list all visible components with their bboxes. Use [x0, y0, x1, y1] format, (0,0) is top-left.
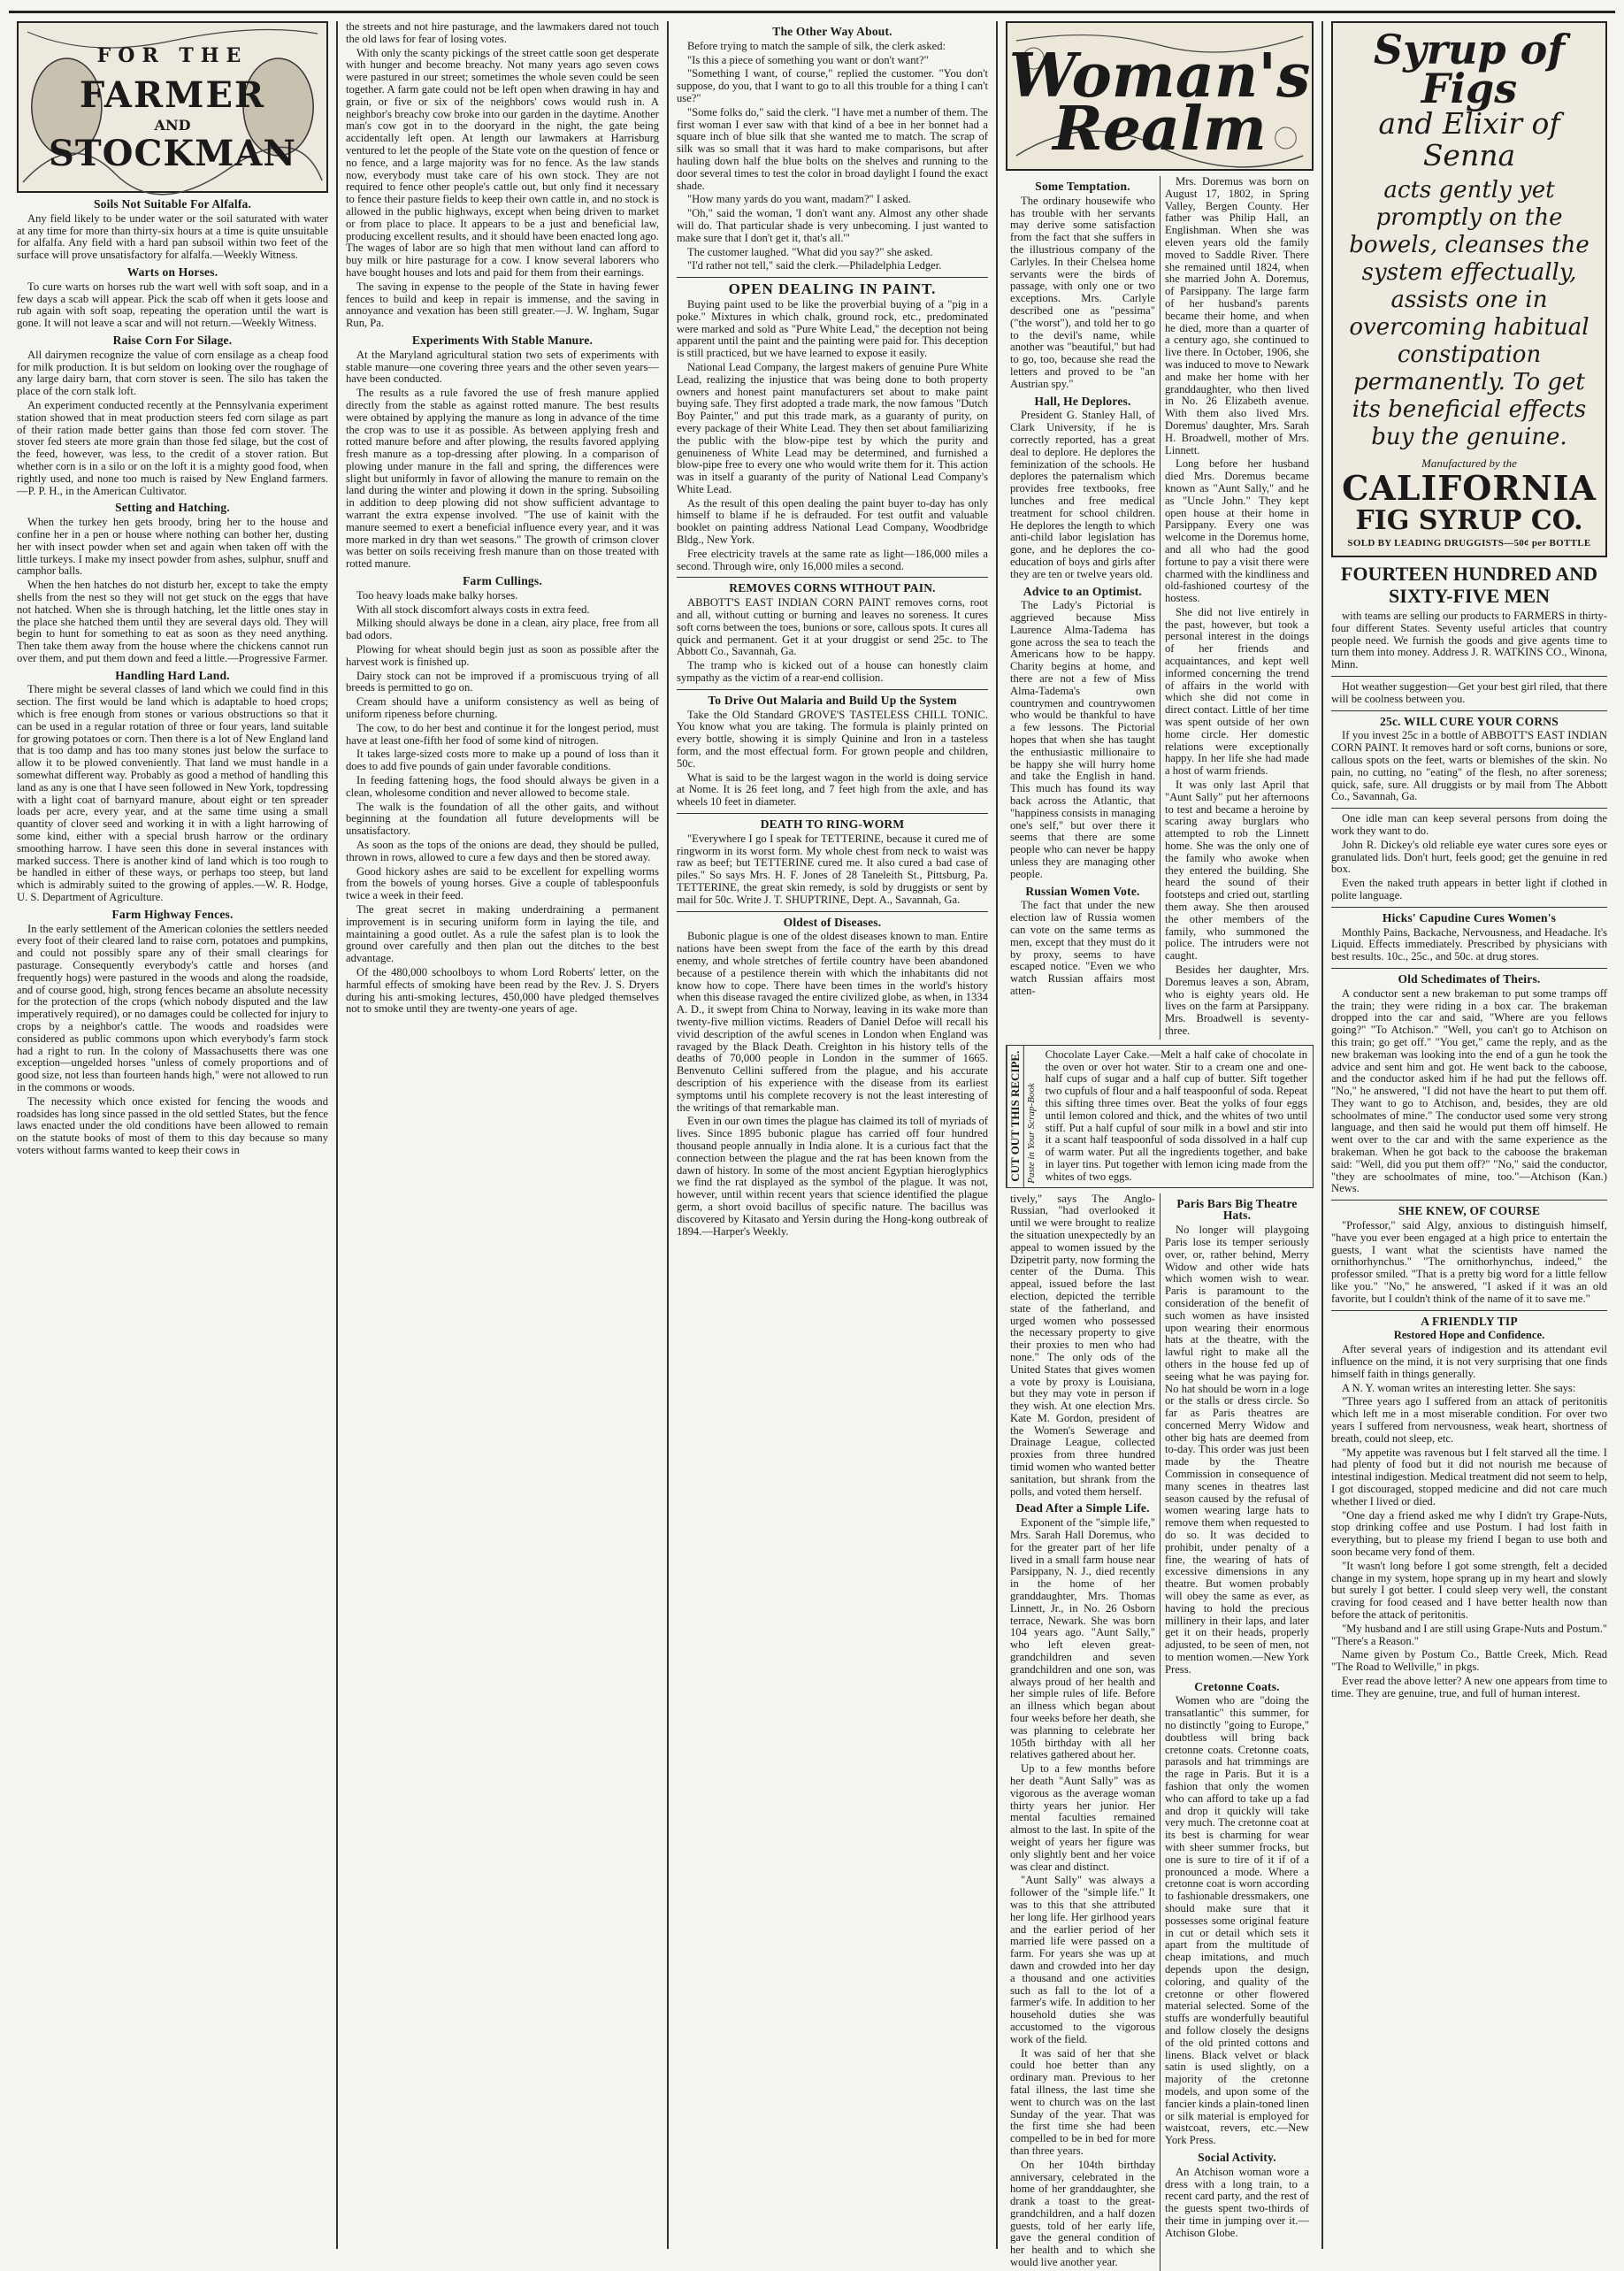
list-item: Plowing for wheat should begin just as soon as possible after the harvest work is finished up.: [346, 643, 659, 668]
ad-title: DEATH TO RING-WORM: [760, 817, 905, 832]
list-item: Of the 480,000 schoolboys to whom Lord Roberts' letter, on the harmful effects of smoking have been read by the Rev. J. S. Dryers during his anti-smoking lectures, 450,000 have pledged themselves not to smoke until they are twenty-one years of age.: [346, 965, 659, 1016]
divider: [1331, 907, 1607, 908]
recipe-label: CUT OUT THIS RECIPE.: [1007, 1046, 1023, 1187]
article-paragraph: The results as a rule favored the use of fresh manure applied directly from the stable as against rotted manure. The best results were obtained by applying the manure as long in advance of the time the crop was to use it as possible. As between applying fresh and rotted manure before and after plowing, the results favored applying fresh manure as a top-dressing after plowing. In a comparison of plowing under manure in the fall and spring, the differences were slight but uniformly in favor of allowing the manure to remain on the land during the winter and plowing it down in the spring. Subsoiling in addition to deep plowing did not show sufficient advantage to warrant the extra expense involved. "The use of kainit with the manure seemed to exert a beneficial influence every year, and it was more marked in dry than wet seasons." The growth of crimson clover was better on soils receiving fresh manure than on those treated with rotted manure.: [346, 387, 659, 571]
article-paragraph: The fact that under the new election law of Russia women can vote on the same terms as men, except that they must do it by proxy, seems to have escaped notice. "Even we who watch Russian affairs most atten-: [1010, 899, 1155, 997]
divider: [1331, 808, 1607, 809]
article-paragraph: No longer will playgoing Paris lose its temper seriously over, or, rather behind, Merry Widow and other wide hats which women wish to wear. Paris is paramount to the consideration of the benefit of such women as have insisted upon wearing their enormous hats at the theatre, with the lawful right to make all the others in the house fed up of seeing what he was paying for. No hat should be worn in a loge or the stalls or dress circle. So far as Paris theatres are concerned Merry Widow and other big hats are deemed from to-day. This order was just been made by the Theatre Commission in consequence of many scenes in theatres last season caused by the refusal of women wearing large hats to remove them when requested to do so. It was decided to prohibit, under penalty of a fine, the wearing of hats of excessive dimensions in any theatre. But women probably will obey the same as ever, as having to hold the precious millinery in their laps, and later get it on their heads, properly adjusted, to be seen of men, not to mention women.—New York Press.: [1165, 1224, 1309, 1676]
article-title: SHE KNEW, OF COURSE: [1398, 1204, 1541, 1218]
article-paragraph: An Atchison woman wore a dress with a long train, to a recent card party, and the rest of the guests spent two-thirds of their time in jumping over it.—Atchison Globe.: [1165, 2165, 1309, 2239]
list-item: The cow, to do her best and continue it for the longest period, must have at least one-fifth her food of some kind of nitrogen.: [346, 721, 659, 747]
article-title: Dead After a Simple Life.: [1015, 1501, 1150, 1515]
article-paragraph: The saving in expense to the people of the State in having fewer fences to build and keep in repair is immense, and the saving in annoyance and vexation has been still greater.—J. W. Ingham, Sugar Run, Pa.: [346, 280, 659, 330]
article-paragraph: National Lead Company, the largest makers of genuine Pure White Lead, realizing the injustice that was being done to both property owners and honest paint manufacturers set about to make paint buying safe. They first adopted a trade mark, the now famous "Dutch Boy Painter," and put this trade mark, as a guaranty of purity, on every package of their White Lead. They then set about familiarizing the public with the blow-pipe test by which the purity and genuineness of White Lead may be determined, and furnished a blow-pipe free to every one who would write them for it. This action was in itself a guaranty of the purity of National Lead Company's White Lead.: [677, 360, 988, 495]
article-paragraph: The Lady's Pictorial is aggrieved because Miss Laurence Alma-Tadema has gone across the sea to teach the Americans how to be happy. Charity begins at home, and there are not a few of Miss Alma-Tadema's own countrymen and countrywomen who would be thankful to have a few lessons. The Pictorial hopes that when she has taught the enthusiastic millionaire to be happy she will hurry home and take the English in hand. This much has found its way back across the Atlantic, that "happiness consists in managing one's self," but over there it seems that there are some people who can never be happy unless they are managing other people.: [1010, 599, 1155, 880]
article-paragraph: "My husband and I are still using Grape-Nuts and Postum." "There's a Reason.": [1331, 1622, 1607, 1647]
womans-realm-lower-left: [1006, 1193, 1160, 2271]
article-paragraph: Besides her daughter, Mrs. Doremus leaves a son, Abram, who is eighty years old. He lives on the farm at Parsippany. Mrs. Broadwell is seventy-three.: [1165, 963, 1309, 1037]
womans-realm-right: [1160, 176, 1314, 1040]
article-paragraph: Bubonic plague is one of the oldest diseases known to man. Entire nations have been swept from the face of the earth by this dread enemy, and whole stretches of fertile country have been abandoned because of a pestilence therein with which the inhabitants did not know how to cope. There have been times in the world's history when this disease ravaged the entire civilized globe, as when, in 1334 A. D., it swept from China to Norway, leaving in its wake more than twenty-five million victims. Readers of Daniel Defoe will recall his vivid description of the awful scenes in London when England was ravaged by the Black Death. Creighton in his history tells of the deaths of 70,000 people in London in the summer of 1665. Benvenuto Cellini suffered from the plague, and his accurate description of his experience with the disease from its earliest symptoms until his complete recovery is not the least interesting of the writings of that remarkable man.: [677, 930, 988, 1114]
article-paragraph: Name given by Postum Co., Battle Creek, Mich. Read "The Road to Wellville," in pkgs.: [1331, 1648, 1607, 1674]
article-paragraph: "My appetite was ravenous but I felt starved all the time. I had plenty of food but it did not nourish me because of intestinal indigestion. Medical treatment did not seem to help, I got discouraged, stopped medicine and did not care much whether I lived or died.: [1331, 1446, 1607, 1508]
recipe-box: [1006, 1045, 1314, 1188]
list-item: The great secret in making underdraining a permanent improvement is in securing uniform form in laying the tile, and maintaining a good outlet. As a rule the safest plan is to look the ground over carefully and then plan out the ditches to the best advantage.: [346, 902, 659, 965]
syrup-company-name: CALIFORNIA: [1342, 468, 1597, 508]
syrup-manufacturer-label: Manufactured by the: [1421, 457, 1517, 470]
article-paragraph: Hot weather suggestion—Get your best girl riled, that there will be coolness between you.: [1331, 679, 1607, 705]
article-paragraph: ABBOTT'S EAST INDIAN CORN PAINT removes corns, root and all, without cutting or burning and leaves no soreness. It cures soft corns between the toes, bunions or sore, callous spots. It cures all quick and permanent. Get it at your druggist or send 25c. to The Abbott Co., Savannah, Ga.: [677, 596, 988, 658]
article-paragraph: At the Maryland agricultural station two sets of experiments with stable manure—one covering three years and the other seven years—have been conducted.: [346, 348, 659, 386]
article-paragraph: With only the scanty pickings of the street cattle soon get desperate with hunger and become breachy. Not many years ago seven cows were pastured in our street; sometimes the whole seven could be seen together. A farm gate could not be left open when drawing in hay and grain, or five or six of the neighbors' cows would rush in. A neighbor's breachy cow broke into our garden in the daytime. Another man's cow got in to the dooryard in the night, the gate being accidentally left open. At length our lawmakers at Harrisburg ventured to let the people of the State vote on the question of fence or no fence, and a large majority was for no fence. As the law stands now, everybody must take care of his own stock. They are not required to fence other people's cattle out, but only find it necessary to fence their pasture fields to keep their own cattle in, and no stock is allowed in the public highways, except when being driven to market or from place to place. It appears to be a just and beneficial law, producing excellent results, and it should have been enacted long ago. The wages of labor are so high that men without land can afford to buy milk or hire pasturage for a cow. I know several laborers who have bought houses and lots and paid for them from their earnings.: [346, 46, 659, 279]
divider: [677, 813, 988, 814]
article-paragraph: "Something I want, of course," replied the customer. "You don't suppose, do you, that I want to go to all this trouble for a thing I can't use?": [677, 67, 988, 104]
article-paragraph: Up to a few months before her death "Aunt Sally" was as vigorous as the average woman thirty years her junior. Her mental faculties remained almost to the last. In spite of the weight of years her figure was only slightly bent and her voice was clear and distinct.: [1010, 1762, 1155, 1873]
article-title: A FRIENDLY TIP: [1421, 1314, 1518, 1328]
womans-realm-lower: [1006, 1193, 1314, 2271]
column-5: [1323, 21, 1615, 2249]
article-title: Cretonne Coats.: [1194, 1679, 1280, 1693]
article-title: Farm Highway Fences.: [111, 907, 234, 921]
article-paragraph: All dairymen recognize the value of corn ensilage as a cheap food for milk production. It is but seldom on looking over the roughage of any large dairy barn, that corn stover is seen. The silo has taken the place of the corn stalk loft.: [17, 348, 328, 398]
article-paragraph: The tramp who is kicked out of a house can honestly claim sympathy as the victim of a rear-end collision.: [677, 659, 988, 685]
list-item: Too heavy loads make balky horses.: [356, 588, 518, 602]
divider: [677, 689, 988, 690]
article-paragraph: The ordinary housewife who has trouble with her servants may derive some satisfaction from the fact that she suffers in the illustrious company of the Carlyles. In their Chelsea home servants were the birds of passage, with only one or two exceptions. Mrs. Carlyle described one as "pessima" ("the worst"), and told her to go to the devil's name, while another was "beautiful," but had to go, too, because she read the letters and proved to be "an Austrian spy.": [1010, 194, 1155, 390]
article-title: Some Temptation.: [1035, 180, 1130, 193]
list-item: With all stock discomfort always costs in extra feed.: [356, 602, 590, 616]
womans-realm-lower-right: [1160, 1193, 1314, 2271]
divider: [1331, 1310, 1607, 1311]
article-paragraph: After several years of indigestion and its attendant evil influence on the mind, it is not very surprising that one finds himself faith in things generally.: [1331, 1343, 1607, 1380]
article-title: Experiments With Stable Manure.: [411, 333, 594, 347]
article-title: Paris Bars Big Theatre Hats.: [1176, 1196, 1298, 1223]
column-2: [338, 21, 669, 2249]
article-paragraph: When the turkey hen gets broody, bring her to the house and confine her in a pen or house where nothing can bother her, dusting her with insect powder when set and again when taken off with the little turkeys. I make my insect powder from ashes, sulphur, snuff and camphor balls.: [17, 516, 328, 578]
syrup-body: acts gently yet promptly on the bowels, cleanses the system effectually, assists one in overcoming habitual constipation permanently. To get its beneficial effects buy the genuine.: [1349, 177, 1590, 450]
article-paragraph: The customer laughed. "What did you say?" she asked.: [687, 245, 933, 258]
article-paragraph: "How many yards do you want, madam?" I asked.: [687, 193, 912, 206]
column-2-text: [346, 21, 659, 1016]
article-title: Hall, He Deplores.: [1034, 394, 1131, 408]
article-paragraph: A N. Y. woman writes an interesting letter. She says:: [1342, 1381, 1576, 1394]
divider: [1331, 710, 1607, 711]
article-paragraph: "One day a friend asked me why I didn't try Grape-Nuts, stop drinking coffee and use Postum. I had lost faith in everything, but to please my friend I began to use both and soon became very fond of them.: [1331, 1508, 1607, 1558]
article-title: Old Schedimates of Theirs.: [1398, 971, 1541, 986]
syrup-sold-line: SOLD BY LEADING DRUGGISTS—50¢ per BOTTLE: [1347, 538, 1591, 549]
syrup-company-suffix: FIG SYRUP CO.: [1355, 505, 1583, 536]
syrup-subtitle: and Elixir of Senna: [1378, 106, 1560, 173]
article-title: Social Activity.: [1198, 2150, 1276, 2164]
article-paragraph: "I'd rather not tell," said the clerk.—Philadelphia Ledger.: [687, 259, 942, 272]
ad-title: REMOVES CORNS WITHOUT PAIN.: [729, 581, 936, 595]
article-paragraph: Buying paint used to be like the proverbial buying of a "pig in a poke." Mixtures in which chalk, ground rock, etc., predominated were marked and sold as "Pure White Lead," the deception not being apparent until the paint and the painting were paid for. This deception is still practiced, but we have learned to expose it easily.: [677, 297, 988, 360]
article-paragraph: In the early settlement of the American colonies the settlers needed every foot of their cleared land to raise corn, potatoes and pumpkins, and could not possibly spare any of their small clearings for pasturage. Consequently everybody's cattle and horses (and frequently hogs) were pastured in the woods and along the roadside, and of course good, high, strong fences became an absolute necessity for the protection of the crops (which nobody disputed and the law imperatively required), or no damages could be collected for injury to crops by a neighbor's cattle. The woods and roadsides were considered as public commons upon which everybody's farm stock had a right to run. In the colony of Massachusetts there was one exception—ungelded horses "unless of comely proportions and of good size, not less than fourteen hands high," were not allowed to run in the commons or woods.: [17, 922, 328, 1093]
article-paragraph: "Three years ago I suffered from an attack of peritonitis which left me in a most miserable condition. For over two years I suffered from nervousness, weak heart, shortness of breath, could not sleep, etc.: [1331, 1395, 1607, 1445]
list-item: Dairy stock can not be improved if a promiscuous trying of all breeds is permitted to go on.: [346, 669, 659, 694]
columns: [9, 20, 1615, 2269]
divider: [1331, 968, 1607, 969]
article-paragraph: Long before her husband died Mrs. Doremus became known as "Aunt Sally," and he as "Uncle John." They kept open house at their home in Parsippany. Every one was welcome in the Doremus home, and all who had the good fortune to pay a visit there were charmed with the kindliness and old-fashioned courtesy of the hostess.: [1165, 457, 1309, 605]
womans-realm-left: [1006, 176, 1160, 1040]
column-4: [998, 21, 1323, 2269]
article-paragraph: Take the Old Standard GROVE'S TASTELESS CHILL TONIC. You know what you are taking. The formula is plainly printed on every bottle, showing it is simply Quinine and Iron in a tasteless form, and the most effectual form. For grown people and children, 50c.: [677, 708, 988, 770]
article-paragraph: What is said to be the largest wagon in the world is doing service at Nome. It is 26 feet long, and 7 feet high from the axle, and has wheels 10 feet in diameter.: [677, 771, 988, 809]
article-paragraph: An experiment conducted recently at the Pennsylvania experiment station showed that in meat production steers fed corn silage as part of their ration made better gains than those fed corn stover. The stover fed steers ate more grain than those fed silage, but the cost of the feed, however, was less, to the credit of a stover ration. But whether corn is in a silo or on the loft it is a mighty good food, when rightly used, and none too much is raised by New England farmers.—P. P. H., in the American Cultivator.: [17, 398, 328, 497]
top-rule: [9, 11, 1615, 13]
article-paragraph: A conductor sent a new brakeman to put some tramps off the train; they were riding in a box car. The brakeman dropped into the car and said, "Where are you fellows going?" "To Atchison." "Well, you can't go to Atchison on this train; go get off." "You get," came the reply, and as the new brakeman was looking into the end of a gun he took the advice and sent him and got. He went back to the caboose, and the conductor asked him if he had put the fellows off. "No," he answered, "I did not have the heart to put them off. They want to go to Atchison, and, besides, they are old schoolmates of mine." The conductor used some very strong language, and then said he would put them off himself. He went over to the car and with the same experience as the brakeman. When he got back to the caboose the brakeman said: "Well, did you put them off?" "No," said the conductor, "they are schoolmates of mine, too."—Atchison (Kan.) News.: [1331, 986, 1607, 1195]
article-subtitle: Restored Hope and Confidence.: [1393, 1329, 1545, 1342]
article-paragraph: Even the naked truth appears in better light if clothed in polite language.: [1331, 877, 1607, 901]
article-title: Raise Corn For Silage.: [112, 333, 233, 347]
article-paragraph: On her 104th birthday anniversary, celebrated in the home of her granddaughter, she drank a toast to the great-grandchildren, and a half dozen guests, told of her early life, gave the general condition of her health and to which she would live another year.: [1010, 2158, 1155, 2269]
article-title: Soils Not Suitable For Alfalfa.: [93, 197, 252, 211]
divider: [677, 911, 988, 912]
article-paragraph: There might be several classes of land which we could find in this section. The first would be land which is adaptable to hoed crops; which is free enough from stones or various obstructions so that it can be used in a regular rotation of three or four years, land suitable for growing potatoes or corn. Then there is a lot of New England land that is too damp and has too many stones just below the surface to allow it to be plowed conveniently. That land we must handle in a somewhat different way. Probably as good a method of handling this land as any is one that I have seen followed in New York, topdressing with a light coat of barnyard manure, about eight or ten spreader loads per acre, every year, and at the same time using a small quantity of clover seed and working it in with a light harrowing of some kind, either with a special brush harrow or the ordinary smoothing harrow. I have seen this done in several instances with marked success. There is another kind of land which is too rough to be handled in either of these ways, or perhaps too steep, but land which is admirably suited to the growing of apples.—W. R. Hodge, U. S. Department of Agriculture.: [17, 683, 328, 904]
article-paragraph: John R. Dickey's old reliable eye water cures sore eyes or granulated lids. Don't hurt, feels good; get the genuine in red box.: [1331, 838, 1607, 876]
article-paragraph: Before trying to match the sample of silk, the clerk asked:: [687, 39, 946, 52]
article-paragraph: As the result of this open dealing the paint buyer to-day has only himself to blame if he is defrauded. For test outfit and valuable booklet on painting address National Lead Company, Woodbridge Bldg., New York.: [677, 496, 988, 547]
ad-title: To Drive Out Malaria and Build Up the System: [708, 693, 957, 707]
article-paragraph: If you invest 25c in a bottle of ABBOTT'S EAST INDIAN CORN PAINT. It removes hard or soft corns, bunions or sore, callous spots on the feet, warts or blemishes of the skin. No pain, no cutting, no "eating" of the flesh, no after soreness; quick, safe, sure. All druggists or by mail from The Abbott Co., Savannah, Ga.: [1331, 729, 1607, 803]
article-paragraph: "Some folks do," said the clerk. "I have met a number of them. The first woman I ever saw with that kind of a bee in her bonnet had a square inch of blue silk that she wanted me to match. The scrap of silk was so small that it was hard to make comparisons, but after hauling down half the blue bolts on the shelves and running to the door several times to test the color in broad daylight I found the exact shade.: [677, 105, 988, 192]
column-1: [9, 21, 338, 2249]
divider: [1331, 676, 1607, 677]
womans-realm-banner: [1006, 21, 1314, 171]
syrup-of-figs-ad: [1331, 21, 1607, 557]
banner-farmer: FARMER: [79, 74, 266, 116]
ad-title: Hicks' Capudine Cures Women's: [1382, 910, 1557, 925]
ad-title: 25c. WILL CURE YOUR CORNS: [1380, 714, 1559, 728]
article-paragraph: The necessity which once existed for fencing the woods and roadsides has long since passed in the old settled States, but the fence laws enacted under the old conditions have been allowed to remain on the statute books of most of them to this day because so many voters without farms wanted to keep their cows in: [17, 1094, 328, 1156]
article-paragraph: Women who are "doing the transatlantic" this summer, for no distinctly "going to Europe," doubtless will bring back cretonne coats. Cretonne coats, parasols and hat trimmings are the rage in Paris. But it is a fashion that only the women who can afford to take up a fad and drop it quickly will take very much. The cretonne coat at its best is charming for wear with sheer summer frocks, but one is sure to tire of it if of a pronounced a mode. Where a cretonne coat is worn according to fashionable dressmakers, one should make sure that it possesses some original feature in cut or detail which sets it apart from the multitude of cheap imitations, and much depends upon the design, coloring, and quality of the cretonne or other flowered material selected. Some of the stuffs are wonderfully beautiful and follow closely the designs of the old printed cottons and linens. Black velvet or black satin is used slightly, on a majority of the cretonne models, and upon some of the fancier kinds a plain-toned linen or silk material is employed for waistcoat, revers, etc.—New York Press.: [1165, 1694, 1309, 2147]
list-item: The walk is the foundation of all the other gaits, and without beginning at the foundation all future developments will be unsatisfactory.: [346, 800, 659, 838]
list-item: Good hickory ashes are said to be excellent for expelling worms from the bowels of young horses. Give a couple of tablespoonfuls twice a week in their feed.: [346, 864, 659, 902]
list-item: Milking should always be done in a clean, airy place, free from all bad odors.: [346, 617, 659, 642]
column-1-text: [17, 198, 328, 1157]
article-paragraph: President G. Stanley Hall, of Clark University, if he is correctly reported, has a great deal to deplore. He deplores the feminization of the schools. He deplores the paternalism which provides free textbooks, free lunches and free medical treatment for school children. He deplores the length to which anti-child labor legislation has gone, and he deplores the co-education of boys and girls after they are ten or twelve years old.: [1010, 409, 1155, 580]
syrup-title: Syrup of Figs: [1373, 26, 1566, 112]
banner-for: FOR THE: [96, 44, 249, 67]
list-item: It takes large-sized costs more to make up a pound of loss than it does to add five pounds of gain under favorable conditions.: [346, 748, 659, 773]
article-paragraph: When the hen hatches do not disturb her, except to take the empty shells from the nest so they will not get stuck on the eggs that have not hatched. When she is through hatching, let the little ones stay in the place she hatched them until they are several days old. They will begin to hunt for something to eat as soon as they need anything. Then take them away from the house where the chickens cannot run over them, and put them down and feed a little.—Progressive Farmer.: [17, 579, 328, 664]
article-paragraph: Free electricity travels at the same rate as light—186,000 miles a second. Through wire, only 16,000 miles a second.: [677, 547, 988, 572]
recipe-sublabel: Paste in Your Scrap-Book: [1023, 1046, 1040, 1187]
article-title: Farm Cullings.: [463, 574, 542, 588]
article-paragraph: It was said of her that she could hoe better than any ordinary man. Previous to her fatal illness, the last time she went to church was on the last Sunday of the year. That was the first time she had been compelled to be in bed for more than three years.: [1010, 2046, 1155, 2157]
article-title: Handling Hard Land.: [115, 668, 230, 682]
divider: [1331, 1200, 1607, 1201]
womans-realm-upper: [1006, 176, 1314, 1040]
article-paragraph: Exponent of the "simple life," Mrs. Sarah Hall Doremus, who for the greater part of her life lived in a small farm house near Parsippany, N. J., died recently in the home of her granddaughter, Mrs. Thomas Linnett, Jr., in No. 26 Osborn terrace, Newark. She was born 104 years ago. "Aunt Sally," who left eleven great-grandchildren and seven grandchildren and one son, was always proud of her health and her simple rules of life. Before an illness which began about four weeks before her death, she was planning to celebrate her 105th birthday with all her relatives gathered about her.: [1010, 1516, 1155, 1761]
article-paragraph: One idle man can keep several persons from doing the work they want to do.: [1331, 812, 1607, 837]
farmer-stockman-banner: [17, 21, 328, 193]
article-paragraph: "It wasn't long before I got some strength, felt a decided change in my system, hope sprang up in my heart and slowly but surely I got better. I could sleep very well, the constant craving for food ceased and I have better health now than before the attack of peritonitis.: [1331, 1559, 1607, 1621]
article-title: Oldest of Diseases.: [783, 915, 882, 929]
article-paragraph: "Professor," said Algy, anxious to distinguish himself, "have you ever been engaged at a high price to entertain the guests, I want what the scientists have named the ornithorhynchus." "The ornithorhynchus, indeed," the professor smiled. "That is a pretty big word for a little fellow like you." "No," he answered, "I asked if it was an old favorite, but I couldn't think of the name of it to save me.": [1331, 1219, 1607, 1305]
ad-title: FOURTEEN HUNDRED AND SIXTY-FIVE MEN: [1340, 563, 1598, 607]
article-paragraph: Even in our own times the plague has claimed its toll of myriads of lives. Since 1895 bubonic plague has carried off four hundred thousand people annually in India alone. It is a curious fact that the connection between the plague and the rat has been known from the dawn of history. In some of the most ancient Egyptian hieroglyphics we find the rat displayed as the symbol of the plague. It was not, however, until within recent years that science identified the plague germ, a short ovoid bacillus of specific nature. The bacillus was discovered by Kitasato and Yersin during the Hong-kong outbreak of 1894.—Harper's Weekly.: [677, 1115, 988, 1238]
article-title: The Other Way About.: [772, 25, 892, 38]
column-3: [669, 21, 998, 2249]
article-paragraph: To cure warts on horses rub the wart well with soft soap, and in a few days a scab will appear. Pick the scab off when it gets loose and rub again with soft soap, repeating the operation until the wart is gone. It will not leave a scar and will not return.—Weekly Witness.: [17, 280, 328, 330]
article-paragraph: "Oh," said the woman, 'I don't want any. Almost any other shade will do. That particular shade is very unbecoming. I just wanted to make sure that I don't get it, that's all.'": [677, 207, 988, 244]
article-title: Advice to an Optimist.: [1023, 584, 1143, 598]
article-title: Warts on Horses.: [126, 265, 218, 279]
article-paragraph: Monthly Pains, Backache, Nervousness, and Headache. It's Liquid. Effects immediately. Prescribed by physicians with best results. 10c., 25c., and 50c. at drug stores.: [1331, 925, 1607, 963]
list-item: As soon as the tops of the onions are dead, they should be pulled, thrown in rows, allowed to cure a few days and then be stored away.: [346, 839, 659, 863]
article-paragraph: "Aunt Sally" was always a follower of the "simple life." It was to this that she attributed her long life. Her girlhood years and the earlier period of her married life were passed on a farm. For years she was up at dawn and crowded into her day a thousand and one activities such as fall to the lot of a farmer's wife. In addition to her household duties she was accustomed to the vigorous work of the field.: [1010, 1874, 1155, 2045]
article-paragraph: She did not live entirely in the past, however, but took a personal interest in the doings of her friends and acquaintances, and kept well informed concerning the trend of affairs in the world with which she did not come in direct contact. Little of her time was spent outside of her own home circle. Her domestic relations were exceptionally happy. In her life she had made a host of warm friends.: [1165, 605, 1309, 778]
list-item: Cream should have a uniform consistency as well as being of uniform ripeness before churning.: [346, 695, 659, 721]
recipe-text: Chocolate Layer Cake.—Melt a half cake of chocolate in the oven or over hot water. Stir to a cream one and one-half cups of sugar and a half cup of butter. Sift together two cupfuls of flour and a half teaspoonful of soda. Repeat this sifting three times over. Beat the yolks of four eggs until lemon colored and thick, and the whites of two until stiff. Put a half cupful of sour milk in a bowl and stir into it a scant half teaspoonful of soda dissolved in a half cup of warm water. Put all the ingredients together, and bake in layer tins. Put together with lemon icing made from the whites of two eggs.: [1045, 1047, 1307, 1183]
divider: [677, 277, 988, 278]
article-title: Russian Women Vote.: [1025, 884, 1140, 898]
ad-title: OPEN DEALING IN PAINT.: [728, 280, 937, 298]
article-paragraph: It was only last April that "Aunt Sally" put her afternoons to test and became a heroine by scaring away burglars who attempted to rob the Linnett home. She was the only one of the family who awoke when they entered the building. She heard the sound of their footsteps and cried out, startling them away. She then aroused the other members of the family, who summoned the police. The intruders were not caught.: [1165, 779, 1309, 963]
article-paragraph: with teams are selling our products to FARMERS in thirty-four different States. Seventy useful articles that country people need. We furnish the goods and give agents time to turn them into money. Address J. R. WATKINS CO., Winona, Minn.: [1331, 610, 1607, 671]
article-title: Setting and Hatching.: [115, 501, 230, 515]
column-3-text: [677, 26, 988, 1238]
column-5-text: [1331, 563, 1607, 1700]
article-paragraph: Any field likely to be under water or the soil saturated with water at any time for more than thirty-six hours at a time is quite unsuitable for alfalfa. Any field with a hard pan subsoil within two feet of the surface will prove unsatisfactory for alfalfa.—Weekly Witness.: [17, 211, 328, 262]
article-paragraph: the streets and not hire pasturage, and the lawmakers dared not touch the old laws for fear of losing votes.: [346, 20, 659, 45]
banner-stockman: STOCKMAN: [49, 133, 296, 174]
article-paragraph: tively," says The Anglo-Russian, "had overlooked it until we were brought to realize the situation unexpectedly by an appeal to women issued by the Dzipetrit party, now forming the center of the Duma. This appeal, issued before the last election, depicted the terrible state of the fatherland, and urged women who possessed the necessary property to give their proxies to men who had none." The only ods of the United States that gives women a vote by proxy is Louisiana, but they may vote in person if they wish. At one election Mrs. Kate M. Gordon, president of the Women's Sewerage and Drainage League, collected proxies from three hundred timid women who wanted better sanitation, but shrank from the polls, and voted them herself.: [1010, 1192, 1155, 1498]
divider: [677, 577, 988, 578]
list-item: In feeding fattening hogs, the food should always be given in a clean, wholesome condition and never allowed to become stale.: [346, 774, 659, 799]
womans-realm-title: Woman's Realm: [1008, 41, 1311, 165]
article-paragraph: "Everywhere I go I speak for TETTERINE, because it cured me of ringworm in its worst form. My whole chest from neck to waist was raw as beef; but TETTERINE cured me. It also cured a bad case of piles." So says Mrs. H. F. Jones of 28 Taneleith St., Pittsburg, Pa. TETTERINE, the great skin remedy, is sold by druggists or sent by mail for 50c. Write J. T. SHUPTRINE, Dept. A., Savannah, Ga.: [677, 832, 988, 906]
banner-and: AND: [154, 117, 191, 134]
article-paragraph: Mrs. Doremus was born on August 17, 1802, in Spring Valley, Bergen County. Her father was Philip Hall, an Englishman. When she was eleven years old the family moved to Saddle River. There she remained until 1824, when she married John A. Doremus, of Parsippany. The large farm of her husband's parents became their home, and when he died, more than a quarter of a century ago, she continued to live there. In October, 1906, she was induced to move to Newark and make her home with her granddaughter, who then lived in No. 26 Elizabeth avenue. With them also lived Mrs. Doremus' daughter, Mrs. Sarah H. Broadwell, mother of Mrs. Linnett.: [1165, 175, 1309, 457]
article-paragraph: Ever read the above letter? A new one appears from time to time. They are genuine, true, and full of human interest.: [1331, 1674, 1607, 1699]
article-paragraph: "Is this a piece of something you want or don't want?": [687, 53, 929, 66]
